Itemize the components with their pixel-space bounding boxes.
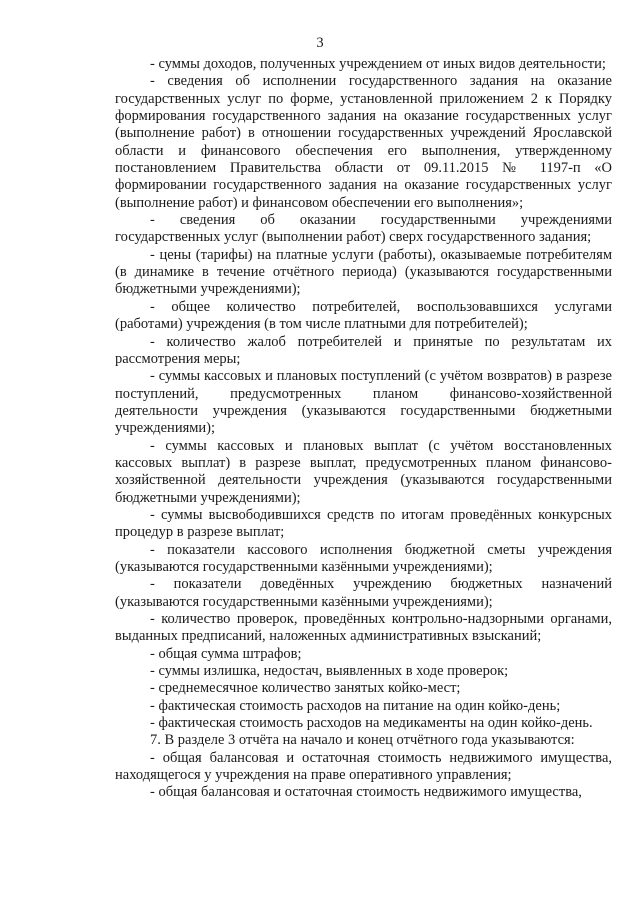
paragraph: - общее количество потребителей, воспользовавшихся услугами (работами) учреждения (в том числе платными для потребителей); [115, 298, 612, 333]
paragraph: - цены (тарифы) на платные услуги (работы), оказываемые потребителям (в динамике в течение отчётного периода) (указываются государственными бюджетными учреждениями); [115, 246, 612, 298]
paragraph: - суммы высвободившихся средств по итогам проведённых конкурсных процедур в разрезе выплат; [115, 506, 612, 541]
paragraph: - суммы кассовых и плановых выплат (с учётом восстановленных кассовых выплат) в разрезе выплат, предусмотренных планом финансово-хозяйственной деятельности учреждения (указываются государственными бюджетными учреждениями); [115, 437, 612, 506]
paragraph: - среднемесячное количество занятых койко-мест; [150, 680, 461, 697]
paragraph: - сведения об исполнении государственного задания на оказание государственных услуг по форме, установленной приложением 2 к Порядку формирования государственного задания на оказание государственных услуг (выполнение работ) в отношении государственных учреждений Ярославской области и финансового обеспечения его выполнения, утвержденному постановлением Правительства области от 09.11.2015 № 1197-п «О формировании государственного задания на оказание государственных услуг (выполнение работ) и финансовом обеспечении его выполнения»; [115, 73, 612, 211]
paragraph: - суммы доходов, полученных учреждением от иных видов деятельности; [150, 56, 606, 72]
paragraph: - фактическая стоимость расходов на питание на один койко-день; [150, 697, 561, 714]
paragraph: - суммы кассовых и плановых поступлений (с учётом возвратов) в разрезе поступлений, предусмотренных планом финансово-хозяйственной деятельности учреждения (указываются государственными бюджетными учреждениями); [115, 368, 612, 437]
paragraph: - общая сумма штрафов; [150, 645, 302, 662]
paragraph: - количество жалоб потребителей и принятые по результатам их рассмотрения меры; [115, 333, 612, 367]
paragraph: - суммы излишка, недостач, выявленных в ходе проверок; [150, 663, 509, 680]
paragraph: - фактическая стоимость расходов на медикаменты на один койко-день. [150, 715, 593, 732]
paragraph: 7. В разделе 3 отчёта на начало и конец отчётного года указываются: [150, 732, 575, 749]
paragraph: - количество проверок, проведённых контрольно-надзорными органами, выданных предписаний, наложенных административных взысканий; [115, 611, 612, 645]
paragraph: - общая балансовая и остаточная стоимость недвижимого имущества, [150, 784, 582, 801]
paragraph: - показатели кассового исполнения бюджетной сметы учреждения (указываются государственными казёнными учреждениями); [115, 541, 612, 575]
paragraph: - общая балансовая и остаточная стоимость недвижимого имущества, находящегося у учреждения на праве оперативного управления; [115, 749, 612, 784]
document-body [115, 56, 612, 802]
page-number: 3 [316, 35, 324, 51]
paragraph: - сведения об оказании государственными учреждениями государственных услуг (выполнении работ) сверх государственного задания; [115, 212, 612, 246]
paragraph: - показатели доведённых учреждению бюджетных назначений (указываются государственными казёнными учреждениями); [115, 576, 612, 610]
